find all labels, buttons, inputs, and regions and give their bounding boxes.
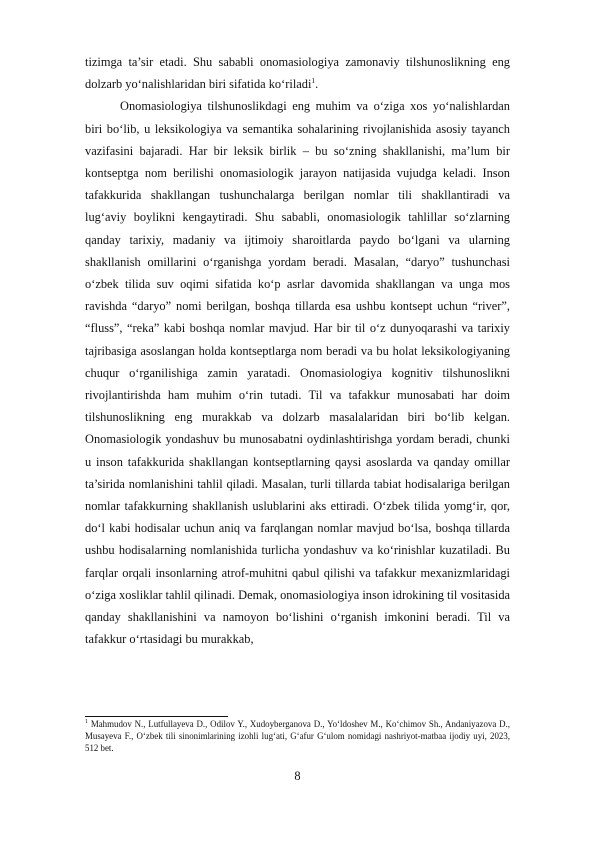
footnote (85, 718, 510, 755)
page-number: 8 (294, 769, 301, 783)
paragraph-onomasiologiya: Onomasiologiya tilshunoslikdagi eng muhim va o‘ziga xos yo‘nalishlardan biri bo‘lib, u leksikologiya va semantika sohalarining rivojlanishida asosiy tayanch vazifasini bajaradi. Har bir leksik birlik – bu so‘zning shakllanishi, ma’lum bir kontseptga nom berilishi onomasiologik jarayon natijasida vujudga keladi. Inson tafakkurida shakllangan tushunchalarga berilgan nomlar tili shakllantiradi va lug‘aviy boylikni kengaytiradi. Shu sababli, onomasiologik tahlillar so‘zlarning qanday tarixiy, madaniy va ijtimoiy sharoitlarda paydo bo‘lgani va ularning shakllanish omillarini o‘rganishga yordam beradi. Masalan, “daryo” tushunchasi o‘zbek tilida suv oqimi sifatida ko‘p asrlar davomida shakllangan va unga mos ravishda “daryo” nomi berilgan, boshqa tillarda esa ushbu kontsept uchun “river”, “fluss”, “reka” kabi boshqa nomlar mavjud. Har bir til o‘z dunyoqarashi va tarixiy tajribasiga asoslangan holda kontseptlarga nom beradi va bu holat leksikologiyaning chuqur o‘rganilishiga zamin yaratadi. Onomasiologiya kognitiv tilshunoslikni rivojlantirishda ham muhim o‘rin tutadi. Til va tafakkur munosabati har doim tilshunoslikning eng murakkab va dolzarb masalalaridan biri bo‘lib kelgan. Onomasiologik yondashuv bu munosabatni oydinlashtirishga yordam beradi, chunki u inson tafakkurida shakllangan kontseptlarning qaysi asoslarda va qanday omillar ta’sirida nomlanishini tahlil qiladi. Masalan, turli tillarda tabiat hodisalariga berilgan nomlar tafakkurning shakllanish uslublarini aks ettiradi. O‘zbek tilida yomg‘ir, qor, do‘l kabi hodisalar uchun aniq va farqlangan nomlar mavjud bo‘lsa, boshqa tillarda ushbu hodisalarning nomlanishida turlicha yondashuv va ko‘rinishlar kuzatiladi. Bu farqlar orqali insonlarning atrof-muhitni qabul qilishi va tafakkur mexanizmlaridagi o‘ziga xosliklar tahlil qilinadi. Demak, onomasiologiya inson idrokining til vositasida qanday shakllanishini va namoyon bo‘lishini o‘rganish imkonini beradi. Til va tafakkur o‘rtasidagi bu murakkab, (85, 99, 511, 647)
main-text (85, 51, 510, 650)
footnote-separator (85, 716, 228, 717)
footnote-reference[interactable]: 1 (311, 76, 316, 86)
paragraph-1-end: . (315, 77, 319, 92)
paragraph-1-text: tizimga ta’sir etadi. Shu sababli onomasiologiya zamonaviy tilshunoslikning eng dolzarb yo‘nalishlaridan biri sifatida ko‘riladi (85, 55, 510, 92)
footnote-text: Mahmudov N., Lutfullayeva D., Odilov Y., Xudoyberganova D., Yo‘ldoshev M., Ko‘chimov Sh., Andaniyazova D., Musayeva F., O‘zbek tili sinonimlarining izohli lug‘ati, G‘afur G‘ulom nomidagi nashriyot-matbaa ijodiy uyi, 2023, 512 bet. (85, 719, 510, 754)
paragraph-continued (85, 51, 510, 95)
footnote-marker: 1 (85, 719, 88, 726)
